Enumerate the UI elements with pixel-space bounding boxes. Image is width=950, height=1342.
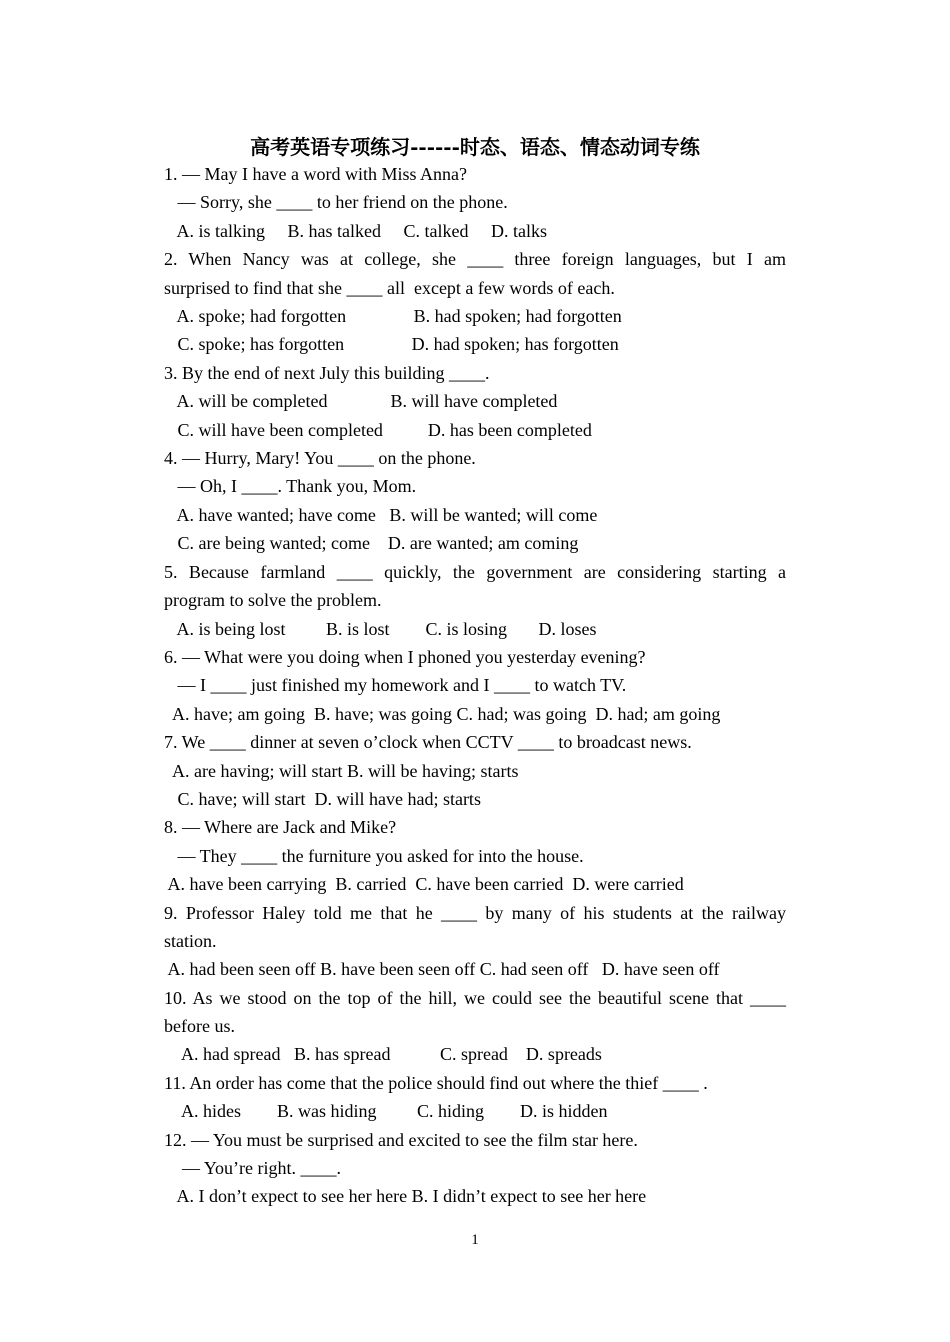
text-line: 4. — Hurry, Mary! You ____ on the phone.	[164, 448, 476, 468]
text-line: 2. When Nancy was at college, she ____ three foreign languages, but I am	[164, 249, 786, 269]
text-line: A. had spread B. has spread C. spread D. spreads	[164, 1044, 602, 1064]
text-line: A. will be completed B. will have completed	[164, 391, 558, 411]
text-line: A. are having; will start B. will be having; starts	[164, 761, 519, 781]
text-line: C. spoke; has forgotten D. had spoken; has forgotten	[164, 334, 619, 354]
text-line: — They ____ the furniture you asked for into the house.	[164, 846, 584, 866]
text-line: — You’re right. ____.	[164, 1158, 342, 1178]
text-line: station.	[164, 931, 217, 951]
text-line: — Oh, I ____. Thank you, Mom.	[164, 476, 417, 496]
text-line: A. have been carrying B. carried C. have been carried D. were carried	[164, 874, 684, 894]
text-line: — I ____ just finished my homework and I ____ to watch TV.	[164, 675, 627, 695]
text-line: A. had been seen off B. have been seen off C. had seen off D. have seen off	[164, 959, 720, 979]
text-line: A. have; am going B. have; was going C. had; was going D. had; am going	[164, 704, 721, 724]
text-line: 6. — What were you doing when I phoned you yesterday evening?	[164, 647, 646, 667]
text-line: 5. Because farmland ____ quickly, the government are considering starting a	[164, 562, 786, 582]
text-line: 12. — You must be surprised and excited to see the film star here.	[164, 1130, 638, 1150]
text-line: A. is talking B. has talked C. talked D. talks	[164, 221, 547, 241]
text-line: A. spoke; had forgotten B. had spoken; had forgotten	[164, 306, 622, 326]
text-line: C. are being wanted; come D. are wanted; am coming	[164, 533, 579, 553]
text-line: 9. Professor Haley told me that he ____ by many of his students at the railway	[164, 903, 786, 923]
text-line: A. hides B. was hiding C. hiding D. is hidden	[164, 1101, 608, 1121]
text-line: 1. — May I have a word with Miss Anna?	[164, 164, 467, 184]
text-line: surprised to find that she ____ all except a few words of each.	[164, 278, 615, 298]
text-line: 11. An order has come that the police should find out where the thief ____ .	[164, 1073, 708, 1093]
document-title: 高考英语专项练习------时态、语态、情态动词专练	[250, 135, 700, 159]
text-line: C. have; will start D. will have had; starts	[164, 789, 481, 809]
text-line: A. is being lost B. is lost C. is losing D. loses	[164, 619, 597, 639]
text-line: A. have wanted; have come B. will be wanted; will come	[164, 505, 598, 525]
page-number: 1	[471, 1232, 479, 1248]
text-line: 7. We ____ dinner at seven o’clock when CCTV ____ to broadcast news.	[164, 732, 692, 752]
text-line: program to solve the problem.	[164, 590, 382, 610]
text-line: — Sorry, she ____ to her friend on the phone.	[164, 192, 508, 212]
text-line: C. will have been completed D. has been completed	[164, 420, 592, 440]
text-line: 10. As we stood on the top of the hill, we could see the beautiful scene that ____	[164, 988, 786, 1008]
text-line: A. I don’t expect to see her here B. I didn’t expect to see her here	[164, 1186, 647, 1206]
text-line: 8. — Where are Jack and Mike?	[164, 817, 397, 837]
text-line: 3. By the end of next July this building ____.	[164, 363, 490, 383]
text-line: before us.	[164, 1016, 235, 1036]
